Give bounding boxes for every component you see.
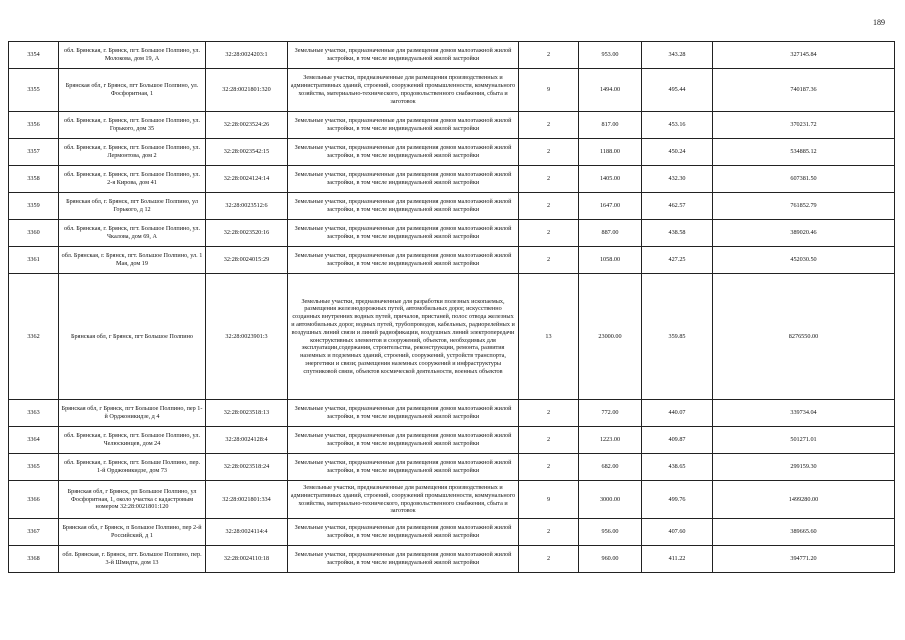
table-row — [9, 220, 895, 247]
group-cell: 2 — [519, 112, 579, 139]
area-cell: 682.00 — [579, 454, 642, 481]
cadastral-number-cell: 32:28:0023518:24 — [206, 454, 288, 481]
cadastral-number-cell: 32:28:0024128:4 — [206, 427, 288, 454]
address-cell: обл. Брянская, г. Брянск, пгт. Большое Полпино, ул. Горького, дом 35 — [59, 112, 206, 139]
table-row — [9, 481, 895, 519]
table-row — [9, 69, 895, 112]
area-cell: 1647.00 — [579, 193, 642, 220]
cadastral-value-cell: 607381.50 — [713, 166, 895, 193]
specific-value-cell: 359.85 — [642, 274, 713, 400]
row-number: 3356 — [9, 112, 59, 139]
land-use-cell: Земельные участки, предназначенные для размещения домов малоэтажной жилой застройки, в том числе индивидуальной жилой застройки — [288, 427, 519, 454]
row-number: 3357 — [9, 139, 59, 166]
row-number: 3354 — [9, 42, 59, 69]
cadastral-value-cell: 299159.30 — [713, 454, 895, 481]
cadastral-value-cell: 452030.50 — [713, 247, 895, 274]
row-number: 3367 — [9, 519, 59, 546]
specific-value-cell: 440.07 — [642, 400, 713, 427]
address-cell: обл. Брянская, г. Брянск, пгт. Большое Полпино, пер. 3-й Шмидта, дом 13 — [59, 546, 206, 573]
table-row — [9, 546, 895, 573]
address-cell: Брянская обл, г Брянск, пгт Большое Полпино, ул. Фосфоритная, 1 — [59, 69, 206, 112]
group-cell: 2 — [519, 193, 579, 220]
land-use-cell: Земельные участки, предназначенные для размещения домов малоэтажной жилой застройки, в том числе индивидуальной жилой застройки — [288, 42, 519, 69]
group-cell: 2 — [519, 220, 579, 247]
specific-value-cell: 450.24 — [642, 139, 713, 166]
area-cell: 1494.00 — [579, 69, 642, 112]
address-cell: Брянская обл, г. Брянск, пгт Большое Полпино, ул Горького, д 12 — [59, 193, 206, 220]
cadastral-number-cell: 32:28:0023518:13 — [206, 400, 288, 427]
address-cell: обл. Брянская, г. Брянск, пгт. Большое Полпино, ул. 2-я Кирова, дом 41 — [59, 166, 206, 193]
row-number: 3361 — [9, 247, 59, 274]
address-cell: Брянская обл, г Брянск, п Большое Полпино, пер 2-й Российский, д 1 — [59, 519, 206, 546]
specific-value-cell: 499.76 — [642, 481, 713, 519]
address-cell: обл. Брянская, г. Брянск, пгт. Большое Полпино, ул. 1 Мая, дом 19 — [59, 247, 206, 274]
group-cell: 2 — [519, 519, 579, 546]
specific-value-cell: 409.87 — [642, 427, 713, 454]
row-number: 3362 — [9, 274, 59, 400]
cadastral-number-cell: 32:28:0023542:15 — [206, 139, 288, 166]
specific-value-cell: 438.65 — [642, 454, 713, 481]
area-cell: 1405.00 — [579, 166, 642, 193]
land-use-cell: Земельные участки, предназначенные для размещения домов малоэтажной жилой застройки, в том числе индивидуальной жилой застройки — [288, 546, 519, 573]
address-cell: Брянская обл, г Брянск, рп Большое Полпино, ул Фосфоритная, 1, около участка с кадастровым номером 32:28:0021801:120 — [59, 481, 206, 519]
specific-value-cell: 453.16 — [642, 112, 713, 139]
cadastral-number-cell: 32:28:0023524:26 — [206, 112, 288, 139]
cadastral-value-cell: 740187.36 — [713, 69, 895, 112]
cadastral-number-cell: 32:28:0024114:4 — [206, 519, 288, 546]
address-cell: обл. Брянская, г. Брянск, пгт. Большое Полпино, ул. Молокова, дом 19, А — [59, 42, 206, 69]
cadastral-value-cell: 394771.20 — [713, 546, 895, 573]
page-number: 189 — [873, 18, 885, 27]
row-number: 3358 — [9, 166, 59, 193]
specific-value-cell: 462.57 — [642, 193, 713, 220]
table-row — [9, 274, 895, 400]
table-body — [9, 42, 895, 573]
table-row — [9, 42, 895, 69]
table-row — [9, 519, 895, 546]
area-cell: 960.00 — [579, 546, 642, 573]
address-cell: обл. Брянская, г. Брянск, пгт. Большое Полпино, ул. Лермонтова, дом 2 — [59, 139, 206, 166]
land-use-cell: Земельные участки, предназначенные для разработки полезных ископаемых, размещения железнодорожных путей, автомобильных дорог, искусственно созданных внутренних водных путей, причалов, пристаней, полос отвода железных и автомобильных дорог, водных путей, трубопроводов, кабельных, радиорелейных и воздушных линий связи и линий радиофикации, воздушных линий электропередачи конструктивных элементов и сооружений, объектов, необходимых для эксплуатации,содержания, строительства, реконструкции, ремонта, развития наземных и подземных зданий, строений, сооружений, устройств транспорта, энергетики и связи; размещения наземных сооружений и инфраструктуры спутниковой связи, объектов космической деятельности, военных объектов — [288, 274, 519, 400]
cadastral-number-cell: 32:28:0023520:16 — [206, 220, 288, 247]
area-cell: 23000.00 — [579, 274, 642, 400]
cadastral-number-cell: 32:28:0023901:3 — [206, 274, 288, 400]
land-use-cell: Земельные участки, предназначенные для размещения домов малоэтажной жилой застройки, в том числе индивидуальной жилой застройки — [288, 454, 519, 481]
table-row — [9, 427, 895, 454]
area-cell: 772.00 — [579, 400, 642, 427]
group-cell: 9 — [519, 481, 579, 519]
land-use-cell: Земельные участки, предназначенные для размещения домов малоэтажной жилой застройки, в том числе индивидуальной жилой застройки — [288, 166, 519, 193]
group-cell: 2 — [519, 139, 579, 166]
cadastral-value-cell: 389020.46 — [713, 220, 895, 247]
cadastral-number-cell: 32:28:0023512:6 — [206, 193, 288, 220]
area-cell: 1223.00 — [579, 427, 642, 454]
specific-value-cell: 438.58 — [642, 220, 713, 247]
cadastral-number-cell: 32:28:0021801:320 — [206, 69, 288, 112]
table-row — [9, 112, 895, 139]
address-cell: Брянская обл, г Брянск, пгт Большое Полпино, пер 1-й Орджоникидзе, д 4 — [59, 400, 206, 427]
specific-value-cell: 495.44 — [642, 69, 713, 112]
specific-value-cell: 343.28 — [642, 42, 713, 69]
table-row — [9, 193, 895, 220]
group-cell: 2 — [519, 400, 579, 427]
cadastral-value-cell: 8276550.00 — [713, 274, 895, 400]
cadastral-value-cell: 327145.84 — [713, 42, 895, 69]
land-use-cell: Земельные участки, предназначенные для размещения производственных и административных зданий, строений, сооружений промышленности, коммунального хозяйства, материально-технического, продовольственного снабжения, сбыта и заготовок — [288, 69, 519, 112]
cadastral-number-cell: 32:28:0024203:1 — [206, 42, 288, 69]
row-number: 3359 — [9, 193, 59, 220]
table-row — [9, 400, 895, 427]
cadastral-value-cell: 761852.79 — [713, 193, 895, 220]
row-number: 3365 — [9, 454, 59, 481]
group-cell: 13 — [519, 274, 579, 400]
row-number: 3360 — [9, 220, 59, 247]
group-cell: 9 — [519, 69, 579, 112]
area-cell: 887.00 — [579, 220, 642, 247]
group-cell: 2 — [519, 247, 579, 274]
cadastral-number-cell: 32:28:0024015:29 — [206, 247, 288, 274]
cadastral-value-cell: 1499280.00 — [713, 481, 895, 519]
area-cell: 817.00 — [579, 112, 642, 139]
address-cell: обл. Брянская, г. Брянск, пгт. Большое Полпино, ул. Челюскинцев, дом 24 — [59, 427, 206, 454]
cadastral-number-cell: 32:28:0024124:14 — [206, 166, 288, 193]
specific-value-cell: 411.22 — [642, 546, 713, 573]
row-number: 3355 — [9, 69, 59, 112]
cadastral-value-cell: 501271.01 — [713, 427, 895, 454]
specific-value-cell: 407.60 — [642, 519, 713, 546]
group-cell: 2 — [519, 454, 579, 481]
land-use-cell: Земельные участки, предназначенные для размещения домов малоэтажной жилой застройки, в том числе индивидуальной жилой застройки — [288, 112, 519, 139]
land-use-cell: Земельные участки, предназначенные для размещения домов малоэтажной жилой застройки, в том числе индивидуальной жилой застройки — [288, 220, 519, 247]
table-row — [9, 247, 895, 274]
specific-value-cell: 432.30 — [642, 166, 713, 193]
row-number: 3363 — [9, 400, 59, 427]
cadastral-value-table — [8, 41, 895, 573]
area-cell: 1058.00 — [579, 247, 642, 274]
cadastral-value-cell: 389665.60 — [713, 519, 895, 546]
land-use-cell: Земельные участки, предназначенные для размещения производственных и административных зданий, строений, сооружений промышленности, коммунального хозяйства, материально-технического, продовольственного снабжения, сбыта и заготовок — [288, 481, 519, 519]
row-number: 3368 — [9, 546, 59, 573]
cadastral-number-cell: 32:28:0024110:18 — [206, 546, 288, 573]
group-cell: 2 — [519, 546, 579, 573]
table-row — [9, 166, 895, 193]
area-cell: 953.00 — [579, 42, 642, 69]
address-cell: обл. Брянская, г. Брянск, пгт. Большое Полпино, ул. Чкалова, дом 69, А — [59, 220, 206, 247]
land-use-cell: Земельные участки, предназначенные для размещения домов малоэтажной жилой застройки, в том числе индивидуальной жилой застройки — [288, 519, 519, 546]
area-cell: 956.00 — [579, 519, 642, 546]
group-cell: 2 — [519, 427, 579, 454]
group-cell: 2 — [519, 42, 579, 69]
area-cell: 1188.00 — [579, 139, 642, 166]
address-cell: Брянская обл, г Брянск, пгт Большое Полпино — [59, 274, 206, 400]
cadastral-value-cell: 370231.72 — [713, 112, 895, 139]
cadastral-number-cell: 32:28:0021801:334 — [206, 481, 288, 519]
land-use-cell: Земельные участки, предназначенные для размещения домов малоэтажной жилой застройки, в том числе индивидуальной жилой застройки — [288, 139, 519, 166]
cadastral-value-cell: 534885.12 — [713, 139, 895, 166]
land-use-cell: Земельные участки, предназначенные для размещения домов малоэтажной жилой застройки, в том числе индивидуальной жилой застройки — [288, 193, 519, 220]
table-row — [9, 454, 895, 481]
cadastral-value-cell: 339734.04 — [713, 400, 895, 427]
row-number: 3366 — [9, 481, 59, 519]
land-use-cell: Земельные участки, предназначенные для размещения домов малоэтажной жилой застройки, в том числе индивидуальной жилой застройки — [288, 247, 519, 274]
table-row — [9, 139, 895, 166]
address-cell: обл. Брянская, г. Брянск, пгт. Больше Полпино, пер. 1-й Орджоникидзе, дом 73 — [59, 454, 206, 481]
specific-value-cell: 427.25 — [642, 247, 713, 274]
land-use-cell: Земельные участки, предназначенные для размещения домов малоэтажной жилой застройки, в том числе индивидуальной жилой застройки — [288, 400, 519, 427]
group-cell: 2 — [519, 166, 579, 193]
row-number: 3364 — [9, 427, 59, 454]
area-cell: 3000.00 — [579, 481, 642, 519]
